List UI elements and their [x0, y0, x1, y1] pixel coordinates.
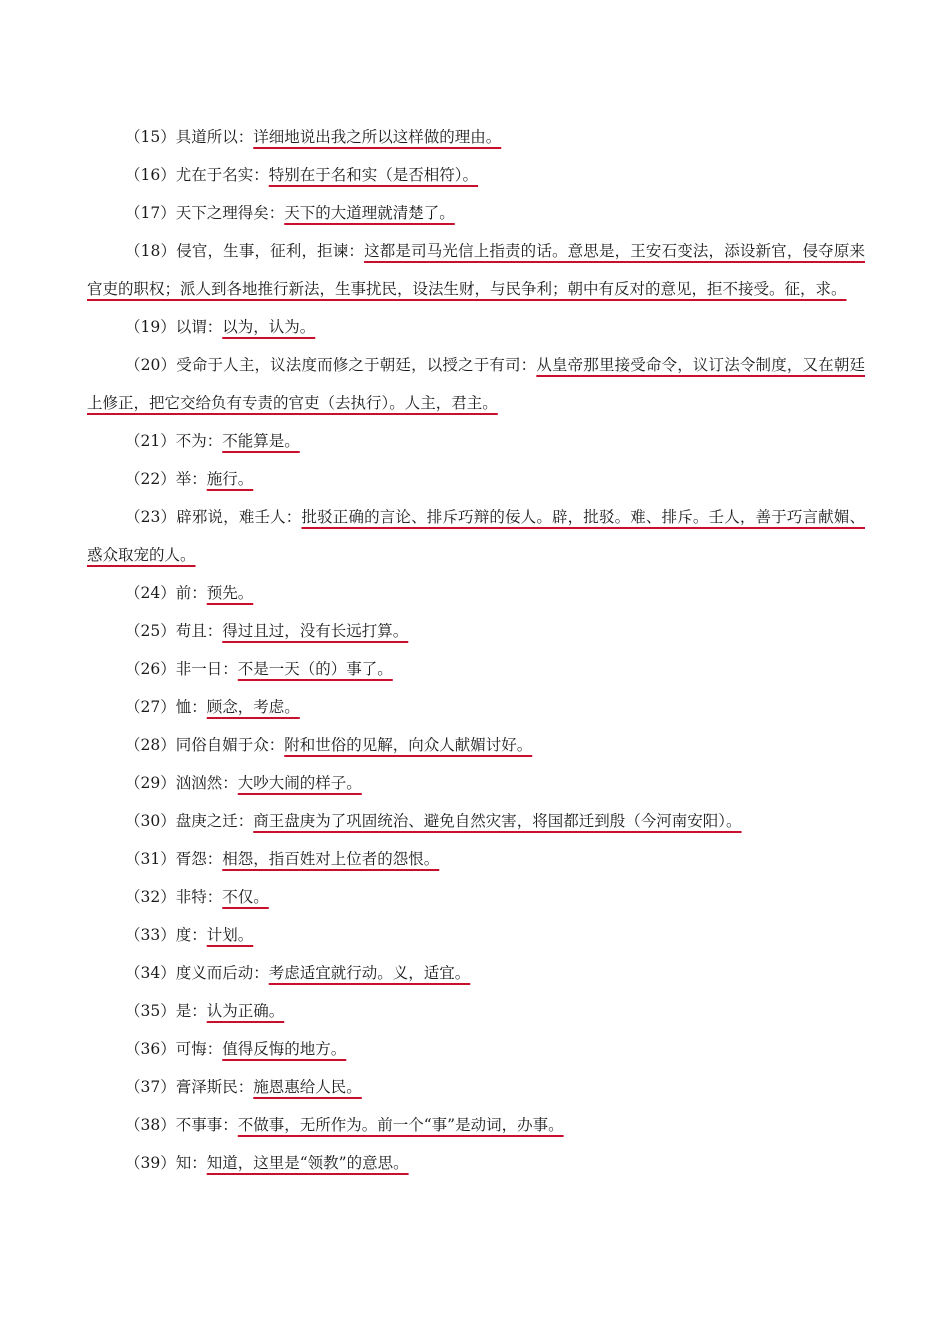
- annotation-item: [87, 460, 865, 498]
- note-term: 度：: [175, 926, 207, 944]
- note-number: （15）: [125, 128, 176, 146]
- note-term: 举：: [175, 470, 207, 488]
- annotation-item: [87, 878, 865, 916]
- note-number: （33）: [125, 926, 176, 944]
- note-explanation: 值得反悔的地方。: [222, 1040, 347, 1058]
- note-term: 恤：: [175, 698, 207, 716]
- note-explanation: 天下的大道理就清楚了。: [284, 204, 455, 222]
- note-term: 辟邪说，难壬人：: [176, 508, 302, 526]
- note-term: 苟且：: [175, 622, 223, 640]
- annotation-item: [87, 764, 865, 802]
- note-term: 尤在于名实：: [175, 166, 269, 184]
- note-number: （35）: [125, 1002, 176, 1020]
- note-term: 受命于人主，议法度而修之于朝廷，以授之于有司：: [176, 356, 537, 374]
- note-term: 盘庚之迁：: [175, 812, 254, 830]
- annotation-item: [87, 992, 865, 1030]
- note-number: （36）: [125, 1040, 176, 1058]
- note-explanation: 施恩惠给人民。: [253, 1078, 362, 1096]
- note-explanation: 不是一天（的）事了。: [237, 660, 393, 678]
- note-explanation: 商王盘庚为了巩固统治、避免自然灾害，将国都迁到殷（今河南安阳）。: [253, 812, 742, 830]
- note-explanation: 计划。: [206, 926, 254, 944]
- annotation-item: [87, 118, 865, 156]
- note-term: 非特：: [175, 888, 223, 906]
- note-term: 天下之理得矣：: [175, 204, 285, 222]
- annotation-item: [87, 498, 865, 574]
- note-term: 具道所以：: [175, 128, 254, 146]
- note-term: 汹汹然：: [175, 774, 238, 792]
- note-term: 度义而后动：: [175, 964, 269, 982]
- note-number: （25）: [125, 622, 176, 640]
- annotation-item: [87, 232, 865, 308]
- note-term: 以谓：: [175, 318, 223, 336]
- note-number: （39）: [125, 1154, 176, 1172]
- note-explanation: 相怨，指百姓对上位者的怨恨。: [222, 850, 440, 868]
- annotation-item: [87, 916, 865, 954]
- note-explanation: 认为正确。: [206, 1002, 285, 1020]
- note-explanation: 预先。: [206, 584, 254, 602]
- note-term: 前：: [175, 584, 207, 602]
- note-explanation: 以为，认为。: [222, 318, 316, 336]
- note-number: （29）: [125, 774, 176, 792]
- note-term: 胥怨：: [175, 850, 223, 868]
- note-number: （22）: [125, 470, 176, 488]
- note-number: （27）: [125, 698, 176, 716]
- annotation-item: [87, 726, 865, 764]
- annotation-item: [87, 1030, 865, 1068]
- note-explanation: 这都是司马光信上指责的话。意思是，王安石变法，添设新官，侵夺原来官吏的职权；派人到各地推行新法，生事扰民，设法生财，与民争利；朝中有反对的意见，拒不接受。征，求。: [87, 242, 865, 298]
- note-explanation: 知道，这里是“领教”的意思。: [206, 1154, 409, 1172]
- note-term: 不事事：: [175, 1116, 238, 1134]
- note-explanation: 详细地说出我之所以这样做的理由。: [253, 128, 502, 146]
- note-explanation: 从皇帝那里接受命令，议订法令制度，又在朝廷上修正，把它交给负有专责的官吏（去执行）。人主，君主。: [87, 356, 865, 412]
- annotation-item: [87, 156, 865, 194]
- note-number: （18）: [125, 242, 177, 260]
- annotation-item: [87, 1068, 865, 1106]
- note-explanation: 考虑适宜就行动。义，适宜。: [268, 964, 471, 982]
- note-explanation: 不仅。: [222, 888, 269, 906]
- note-number: （38）: [125, 1116, 176, 1134]
- note-term: 膏泽斯民：: [175, 1078, 254, 1096]
- note-term: 是：: [175, 1002, 207, 1020]
- note-number: （23）: [125, 508, 177, 526]
- note-number: （17）: [125, 204, 176, 222]
- annotation-item: [87, 1106, 865, 1144]
- note-number: （34）: [125, 964, 176, 982]
- annotation-item: [87, 574, 865, 612]
- note-number: （31）: [125, 850, 176, 868]
- note-term: 知：: [175, 1154, 207, 1172]
- note-number: （16）: [125, 166, 176, 184]
- annotation-item: [87, 194, 865, 232]
- annotation-item: [87, 1144, 865, 1182]
- annotation-item: [87, 422, 865, 460]
- annotation-item: [87, 346, 865, 422]
- note-number: （37）: [125, 1078, 176, 1096]
- note-number: （21）: [125, 432, 176, 450]
- annotation-item: [87, 612, 865, 650]
- note-explanation: 大吵大闹的样子。: [237, 774, 362, 792]
- note-explanation: 得过且过，没有长远打算。: [222, 622, 409, 640]
- note-term: 不为：: [175, 432, 223, 450]
- note-number: （19）: [125, 318, 176, 336]
- note-number: （28）: [125, 736, 176, 754]
- note-number: （26）: [125, 660, 176, 678]
- note-explanation: 批驳正确的言论、排斥巧辩的佞人。辟，批驳。难、排斥。壬人，善于巧言献媚、惑众取宠的人。: [87, 508, 865, 564]
- note-number: （30）: [125, 812, 176, 830]
- note-number: （20）: [125, 356, 177, 374]
- note-number: （32）: [125, 888, 176, 906]
- note-explanation: 附和世俗的见解，向众人献媚讨好。: [284, 736, 533, 754]
- annotation-item: [87, 954, 865, 992]
- note-explanation: 顾念，考虑。: [206, 698, 300, 716]
- annotation-item: [87, 840, 865, 878]
- annotation-item: [87, 650, 865, 688]
- annotation-list: [87, 118, 865, 1182]
- note-explanation: 施行。: [206, 470, 254, 488]
- annotation-item: [87, 688, 865, 726]
- note-term: 同俗自媚于众：: [175, 736, 285, 754]
- note-term: 侵官，生事，征利，拒谏：: [176, 242, 365, 260]
- note-term: 非一日：: [175, 660, 238, 678]
- note-explanation: 特别在于名和实（是否相符）。: [268, 166, 479, 184]
- annotation-item: [87, 802, 865, 840]
- annotation-item: [87, 308, 865, 346]
- note-explanation: 不能算是。: [222, 432, 300, 450]
- note-term: 可悔：: [175, 1040, 223, 1058]
- note-number: （24）: [125, 584, 176, 602]
- note-explanation: 不做事，无所作为。前一个“事”是动词，办事。: [237, 1116, 564, 1134]
